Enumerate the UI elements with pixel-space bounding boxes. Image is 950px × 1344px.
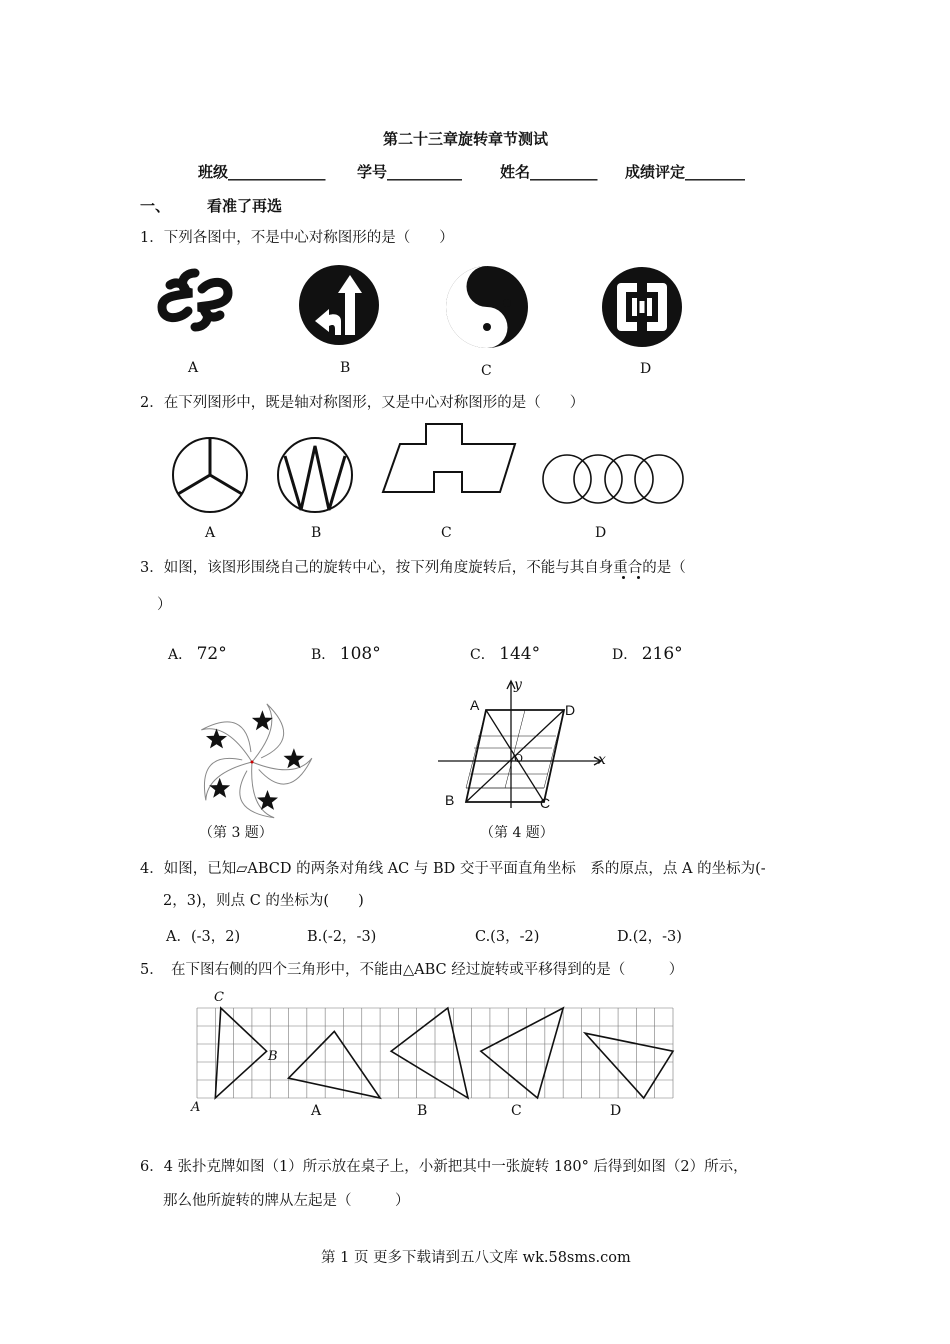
q1-figure-d-icon — [599, 265, 689, 350]
pinwheel-petal — [252, 758, 312, 784]
q2-figure-b-icon — [277, 436, 357, 516]
pinwheel-petal — [252, 704, 284, 762]
q5-label-c: C — [511, 1103, 522, 1119]
q4-point-c: C — [540, 795, 551, 811]
q2-figure-a-icon — [172, 436, 252, 516]
q3-option-b[interactable] — [311, 644, 381, 664]
q4-point-a: A — [470, 697, 480, 713]
q4-option-c[interactable]: C.(3，-2) — [475, 929, 540, 945]
q4-point-b: B — [445, 792, 455, 808]
question-3-line-1: 3．如图，该图形围绕自己的旋转中心，按下列角度旋转后，不能与其自身重合的是（ — [140, 560, 686, 576]
q5-vertex-a: A — [191, 1100, 201, 1115]
question-4-line-1: 4．如图，已知▱ABCD 的两条对角线 AC 与 BD 交于平面直角坐标 系的原点，点 A 的坐标为(- — [140, 861, 766, 877]
student-id-field: 学号__________ — [357, 163, 463, 181]
triangle-option — [289, 1031, 381, 1098]
q5-label-d: D — [610, 1103, 622, 1119]
question-1: 1．下列各图中，不是中心对称图形的是（ ） — [140, 230, 454, 246]
triangle-option — [391, 1008, 468, 1098]
question-2: 2．在下列图形中，既是轴对称图形，又是中心对称图形的是（ ） — [140, 395, 585, 411]
q4-origin-label: O — [514, 752, 524, 765]
pinwheel-petal — [204, 758, 252, 800]
q3-option-d-letter: D． — [612, 647, 638, 663]
q5-vertex-c: C — [214, 990, 224, 1005]
page-title: 第二十三章旋转章节测试 — [383, 130, 549, 148]
triangle-abc — [215, 1008, 266, 1098]
q3-option-c-letter: C． — [470, 647, 495, 663]
q1-figure-b-icon — [295, 265, 385, 345]
q4-x-axis-label: x — [598, 752, 606, 768]
q4-option-d[interactable]: D.(2，-3) — [617, 929, 682, 945]
q4-caption: （第 4 题） — [480, 825, 554, 841]
q3-option-d-value: 216° — [641, 644, 683, 664]
q1-label-d: D — [640, 361, 652, 377]
q2-figure-c-icon — [380, 422, 520, 497]
q1-figure-c-icon — [443, 265, 533, 350]
q3-option-c[interactable] — [470, 644, 540, 664]
q2-label-c: C — [441, 525, 452, 541]
q5-label-b: B — [417, 1103, 428, 1119]
pinwheel-star — [206, 729, 227, 749]
q2-label-b: B — [311, 525, 322, 541]
question-6-line-1: 6．4 张扑克牌如图（1）所示放在桌子上，小新把其中一张旋转 180° 后得到如图（2）所示， — [140, 1159, 748, 1175]
q2-figure-d-icon — [542, 452, 687, 506]
q3-caption: （第 3 题） — [199, 825, 273, 841]
question-4-line-2: 2，3)，则点 C 的坐标为( ) — [163, 893, 364, 909]
question-5: 5． 在下图右侧的四个三角形中，不能由△ABC 经过旋转或平移得到的是（ ） — [140, 962, 684, 978]
page-footer: 第 1 页 更多下载请到五八文库 wk.58sms.com — [321, 1250, 631, 1266]
q4-y-axis-label: y — [514, 677, 522, 693]
triangle-option — [481, 1008, 563, 1098]
question-3-line-2: ） — [157, 597, 172, 613]
q2-label-d: D — [595, 525, 607, 541]
q5-label-a: A — [311, 1103, 322, 1119]
pinwheel-center — [251, 761, 254, 764]
q3-option-b-value: 108° — [339, 644, 381, 664]
q4-option-a[interactable]: A．(-3，2) — [166, 929, 241, 945]
q3-option-a[interactable] — [168, 644, 227, 664]
section-number: 一、 — [140, 197, 171, 215]
question-6-line-2: 那么他所旋转的牌从左起是（ ） — [163, 1193, 410, 1209]
q1-label-b: B — [340, 360, 351, 376]
section-heading: 看准了再选 — [207, 197, 283, 215]
q3-option-a-value: 72° — [196, 644, 227, 664]
class-field: 班级_____________ — [198, 163, 326, 181]
q4-option-b[interactable]: B.(-2，-3) — [307, 929, 377, 945]
q3-pinwheel-figure — [180, 690, 330, 830]
q3-option-a-letter: A． — [168, 647, 193, 663]
pinwheel-petal — [240, 762, 274, 818]
q3-option-d[interactable] — [612, 644, 683, 664]
q4-parallelogram-figure — [438, 676, 618, 816]
name-field: 姓名_________ — [500, 163, 598, 181]
pinwheel-star — [284, 748, 305, 768]
q3-option-b-letter: B． — [311, 647, 336, 663]
score-field: 成绩评定________ — [625, 163, 746, 181]
pinwheel-petal — [201, 722, 252, 762]
q5-vertex-b: B — [268, 1049, 278, 1064]
pinwheel-star — [252, 710, 273, 730]
q2-label-a: A — [205, 525, 216, 541]
q1-label-a: A — [188, 360, 199, 376]
pinwheel-star — [209, 778, 230, 798]
q1-label-c: C — [481, 363, 492, 379]
q3-option-c-value: 144° — [499, 644, 541, 664]
triangle-option — [585, 1033, 673, 1098]
q4-point-d: D — [565, 702, 576, 718]
q1-figure-a-icon — [150, 265, 240, 335]
